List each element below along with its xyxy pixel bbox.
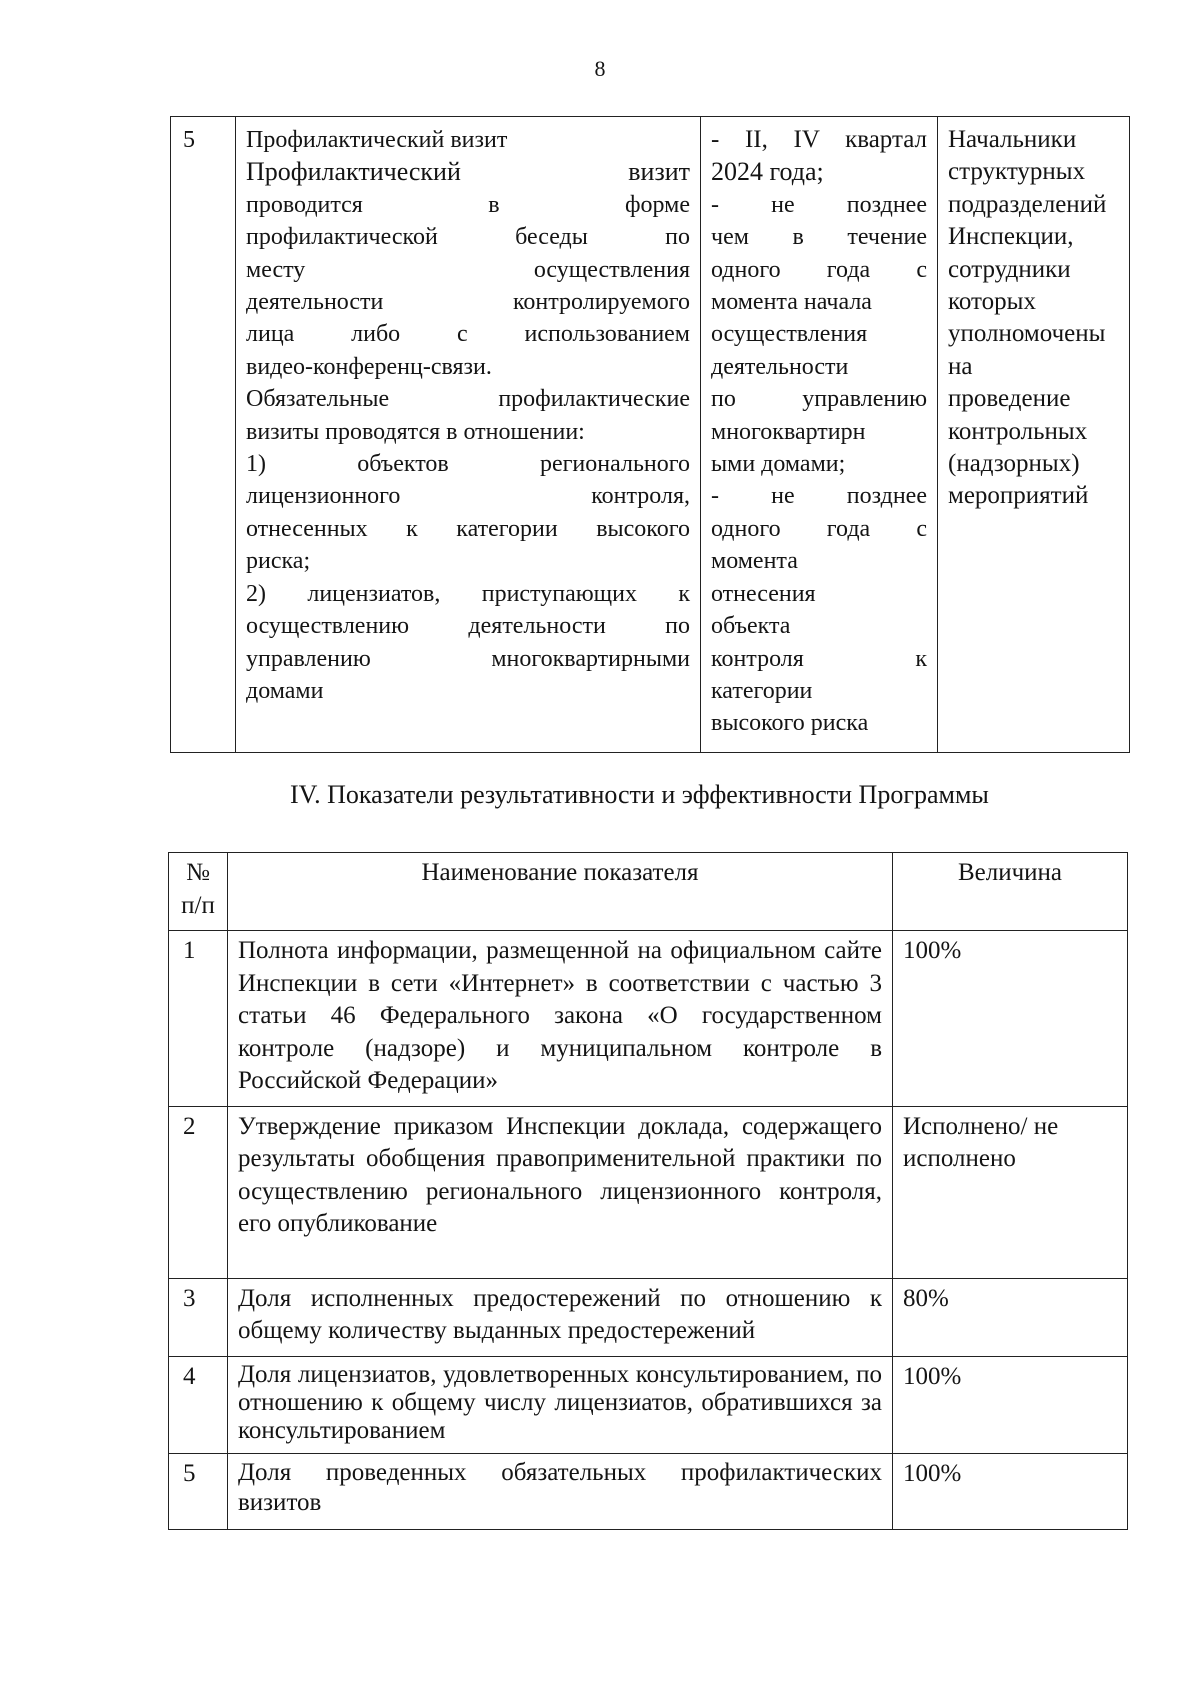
- timing-line: одного года с: [711, 515, 927, 542]
- content-line: управлению многоквартирными: [246, 645, 690, 672]
- timing-line: деятельности: [711, 353, 849, 380]
- responsible-line: подразделений: [948, 190, 1107, 218]
- plan-table: [170, 116, 1130, 753]
- plan-row-content: [236, 117, 701, 753]
- table-row: [169, 1356, 1128, 1453]
- row-number: 5: [169, 1453, 228, 1529]
- responsible-line: структурных: [948, 158, 1086, 186]
- content-line: лица либо с использованием: [246, 321, 690, 348]
- row-name: Доля исполненных предостережений по отношению к общему количеству выданных предостережений: [228, 1278, 893, 1356]
- plan-row: [171, 117, 1130, 753]
- timing-line: контроля к: [711, 645, 927, 672]
- responsible-line: проведение: [948, 385, 1071, 413]
- content-line: Обязательные профилактические: [246, 386, 690, 413]
- row-value: 100%: [893, 1453, 1128, 1529]
- header-number: [169, 853, 228, 931]
- content-line: 1) объектов регионального: [246, 451, 690, 478]
- timing-line: высокого риска: [711, 710, 869, 737]
- timing-line: по управлению: [711, 386, 927, 413]
- content-line: профилактической беседы по: [246, 224, 690, 251]
- timing-line: - не позднее: [711, 483, 927, 510]
- table-row: [169, 1278, 1128, 1356]
- content-line: отнесенных к категории высокого: [246, 515, 690, 542]
- responsible-line: Начальники: [948, 126, 1077, 153]
- plan-row-responsible: [938, 117, 1130, 753]
- timing-line: момента начала: [711, 289, 872, 316]
- table-row: [169, 931, 1128, 1107]
- indicators-table: [168, 852, 1128, 1530]
- timing-line: многоквартирн: [711, 418, 866, 445]
- content-line: лицензионного контроля,: [246, 483, 690, 510]
- responsible-line: Инспекции,: [948, 223, 1074, 251]
- row-name: Полнота информации, размещенной на официальном сайте Инспекции в сети «Интернет» в соответствии с частью 3 статьи 46 Федерального закона «О государственном контроле (надзоре) и муниципальном контроле в Российской Федерации»: [228, 931, 893, 1107]
- row-number: 2: [169, 1106, 228, 1278]
- responsible-line: которых: [948, 288, 1036, 316]
- content-line: проводится в форме: [246, 191, 690, 218]
- content-line: осуществлению деятельности по: [246, 613, 690, 640]
- timing-line: - не позднее: [711, 191, 927, 218]
- timing-line: - II, IV квартал: [711, 126, 927, 153]
- header-number-abbr: п/п: [181, 891, 215, 919]
- row-value: 80%: [893, 1278, 1128, 1356]
- timing-line: категории: [711, 677, 813, 704]
- responsible-line: уполномочены на: [948, 320, 1106, 380]
- timing-line: чем в течение: [711, 224, 927, 251]
- row-value: Исполнено/ не исполнено: [893, 1106, 1128, 1278]
- responsible-line: (надзорных): [948, 450, 1080, 478]
- timing-line: отнесения: [711, 580, 816, 607]
- header-number-symbol: №: [186, 859, 210, 886]
- timing-line: объекта: [711, 613, 791, 640]
- content-line: Профилактический визит: [246, 157, 690, 187]
- responsible-line: сотрудники: [948, 255, 1071, 283]
- responsible-line: мероприятий: [948, 482, 1089, 510]
- table-row: [169, 1453, 1128, 1529]
- header-value: Величина: [893, 853, 1128, 931]
- row-name: Доля лицензиатов, удовлетворенных консультированием, по отношению к общему числу лицензиатов, обратившихся за консультированием: [228, 1356, 893, 1453]
- content-line: видео-конференц-связи.: [246, 353, 492, 380]
- indicators-header-row: [169, 853, 1128, 931]
- responsible-line: контрольных: [948, 417, 1088, 445]
- content-line: месту осуществления: [246, 256, 690, 283]
- row-name: Утверждение приказом Инспекции доклада, содержащего результаты обобщения правоприменительной практики по осуществлению регионального лицензионного контроля, его опубликование: [228, 1106, 893, 1278]
- row-name: Доля проведенных обязательных профилактических визитов: [228, 1453, 893, 1529]
- content-line: домами: [246, 677, 324, 704]
- timing-line: момента: [711, 548, 798, 575]
- timing-line: осуществления: [711, 321, 868, 348]
- content-line: риска;: [246, 548, 311, 575]
- timing-line: 2024 года;: [711, 157, 824, 187]
- row-number: 4: [169, 1356, 228, 1453]
- row-value: 100%: [893, 931, 1128, 1107]
- row-number: 1: [169, 931, 228, 1107]
- plan-row-number: 5: [171, 117, 236, 753]
- content-line: Профилактический визит: [246, 127, 508, 153]
- plan-row-timing: [701, 117, 938, 753]
- timing-line: одного года с: [711, 256, 927, 283]
- section-title: IV. Показатели результативности и эффективности Программы: [290, 780, 989, 809]
- header-name: Наименование показателя: [228, 853, 893, 931]
- row-value: 100%: [893, 1356, 1128, 1453]
- content-line: 2) лицензиатов, приступающих к: [246, 580, 690, 607]
- content-line: деятельности контролируемого: [246, 289, 690, 316]
- table-row: [169, 1106, 1128, 1278]
- page-number: 8: [594, 56, 606, 81]
- content-line: визиты проводятся в отношении:: [246, 418, 585, 445]
- timing-line: ыми домами;: [711, 451, 846, 478]
- row-number: 3: [169, 1278, 228, 1356]
